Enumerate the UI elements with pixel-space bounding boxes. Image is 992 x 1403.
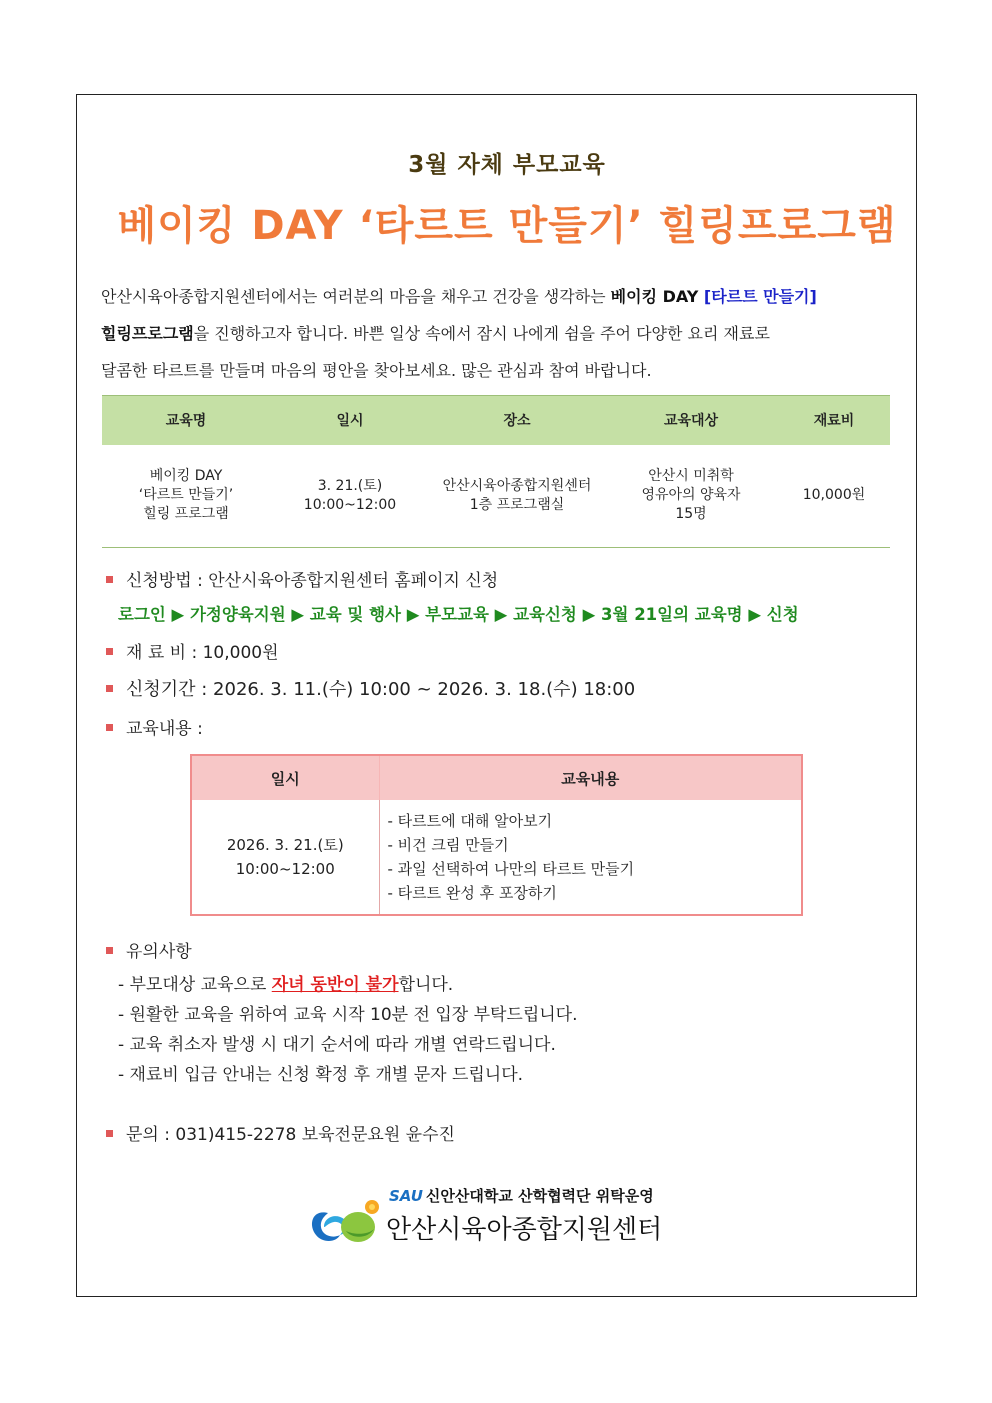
header-target: 교육대상 [604, 396, 778, 445]
logo-org-name: 안산시육아종합지원센터 [386, 1215, 663, 1245]
header-content: 교육내용 [379, 755, 802, 800]
center-logo-icon [306, 1183, 384, 1247]
header-date: 일시 [191, 755, 379, 800]
summary-table [102, 395, 890, 548]
notes-label-text: 유의사항 [126, 942, 192, 962]
logo-operator-text: 신안산대학교 산학협력단 위탁운영 [425, 1187, 654, 1205]
bullet-square-icon [106, 648, 113, 655]
content-table [190, 754, 803, 916]
cell-line: 영유아의 양육자 [641, 487, 741, 504]
intro-line-3: 달콤한 타르트를 만들며 마음의 평안을 찾아보세요. 많은 관심과 참여 바랍니다. [101, 361, 652, 380]
content-item: - 타르트에 대해 알아보기 [387, 812, 553, 830]
intro-line-2 [101, 315, 901, 352]
cell-line: 2026. 3. 21.(토) [226, 836, 344, 854]
cell-line: 10:00~12:00 [303, 496, 397, 513]
logo-operator [389, 1185, 654, 1206]
note-item: - 원활한 교육을 위하여 교육 시작 10분 전 입장 부탁드립니다. [118, 1005, 578, 1025]
notes-list [118, 970, 578, 1090]
bullet-square-icon [106, 685, 113, 692]
cell-line: 베이킹 DAY [149, 468, 223, 485]
summary-header-row [102, 396, 890, 445]
content-item: - 타르트 완성 후 포장하기 [387, 884, 557, 902]
content-date-cell [191, 800, 379, 915]
header-fee: 재료비 [778, 396, 890, 445]
cell-line: 15명 [675, 506, 707, 523]
content-items-cell [379, 800, 802, 915]
cell-line: 3. 21.(토) [317, 477, 383, 494]
fee-text: 재 료 비 : 10,000원 [126, 643, 279, 663]
bullet-square-icon [106, 576, 113, 583]
cell-fee: 10,000원 [778, 445, 890, 548]
bullet-square-icon [106, 724, 113, 731]
fee-item [106, 638, 279, 663]
intro-line-1 [101, 278, 901, 315]
note-text: 합니다. [398, 975, 454, 995]
period-item [106, 675, 635, 701]
apply-path: 로그인 ▶ 가정양육지원 ▶ 교육 및 행사 ▶ 부모교육 ▶ 교육신청 ▶ 3월 21일의 교육명 ▶ 신청 [118, 605, 799, 624]
sau-logo-text: SAU [389, 1187, 423, 1205]
cell-line: 10:00~12:00 [235, 860, 335, 878]
cell-line: 1층 프로그램실 [469, 496, 565, 513]
intro-paragraph [101, 278, 901, 389]
cell-line: 안산시 미취학 [648, 468, 734, 485]
bullet-square-icon [106, 947, 113, 954]
intro-highlight-text: [타르트 만들기] [703, 287, 817, 306]
cell-line: 안산시육아종합지원센터 [442, 477, 592, 494]
header-name: 교육명 [102, 396, 270, 445]
page-subtitle: 3월 자체 부모교육 [408, 152, 606, 178]
intro-bold-text: 베이킹 DAY [610, 287, 704, 306]
intro-text: 안산시육아종합지원센터에서는 여러분의 마음을 채우고 건강을 생각하는 [101, 287, 611, 306]
apply-method-text: 신청방법 : 안산시육아종합지원센터 홈페이지 신청 [126, 571, 499, 591]
content-row [191, 800, 802, 915]
bullet-square-icon [106, 1130, 113, 1137]
cell-name [102, 445, 270, 548]
cell-datetime [270, 445, 430, 548]
header-datetime: 일시 [270, 396, 430, 445]
intro-text: 을 진행하고자 합니다. 바쁜 일상 속에서 잠시 나에게 쉼을 주어 다양한 요리 재료로 [193, 324, 770, 343]
contact-item [106, 1120, 455, 1145]
notes-label-item [106, 937, 192, 962]
period-text: 신청기간 : 2026. 3. 11.(수) 10:00 ~ 2026. 3. 18.(수) 18:00 [126, 679, 636, 700]
cell-place [430, 445, 604, 548]
header-place: 장소 [430, 396, 604, 445]
content-label-item [106, 714, 203, 739]
cell-line: 힐링 프로그램 [143, 506, 229, 523]
apply-method-item [106, 566, 498, 591]
cell-target [604, 445, 778, 548]
note-item: - 교육 취소자 발생 시 대기 순서에 따라 개별 연락드립니다. [118, 1035, 556, 1055]
note-text: - 부모대상 교육으로 [118, 975, 272, 995]
content-header-row [191, 755, 802, 800]
content-label-text: 교육내용 : [126, 719, 203, 739]
note-item: - 재료비 입금 안내는 신청 확정 후 개별 문자 드립니다. [118, 1065, 524, 1085]
summary-row [102, 445, 890, 548]
content-item: - 과일 선택하여 나만의 타르트 만들기 [387, 860, 635, 878]
intro-bold-text: 힐링프로그램 [101, 324, 194, 343]
content-item: - 비건 크림 만들기 [387, 836, 509, 854]
page-title: 베이킹 DAY ‘타르트 만들기’ 힐링프로그램 [117, 203, 897, 249]
note-item [118, 970, 578, 1000]
center-logo [306, 1183, 706, 1247]
contact-text: 문의 : 031)415-2278 보육전문요원 윤수진 [126, 1125, 455, 1145]
cell-line: ‘타르트 만들기’ [138, 487, 234, 504]
note-warning-text: 자녀 동반이 불가 [271, 975, 399, 995]
